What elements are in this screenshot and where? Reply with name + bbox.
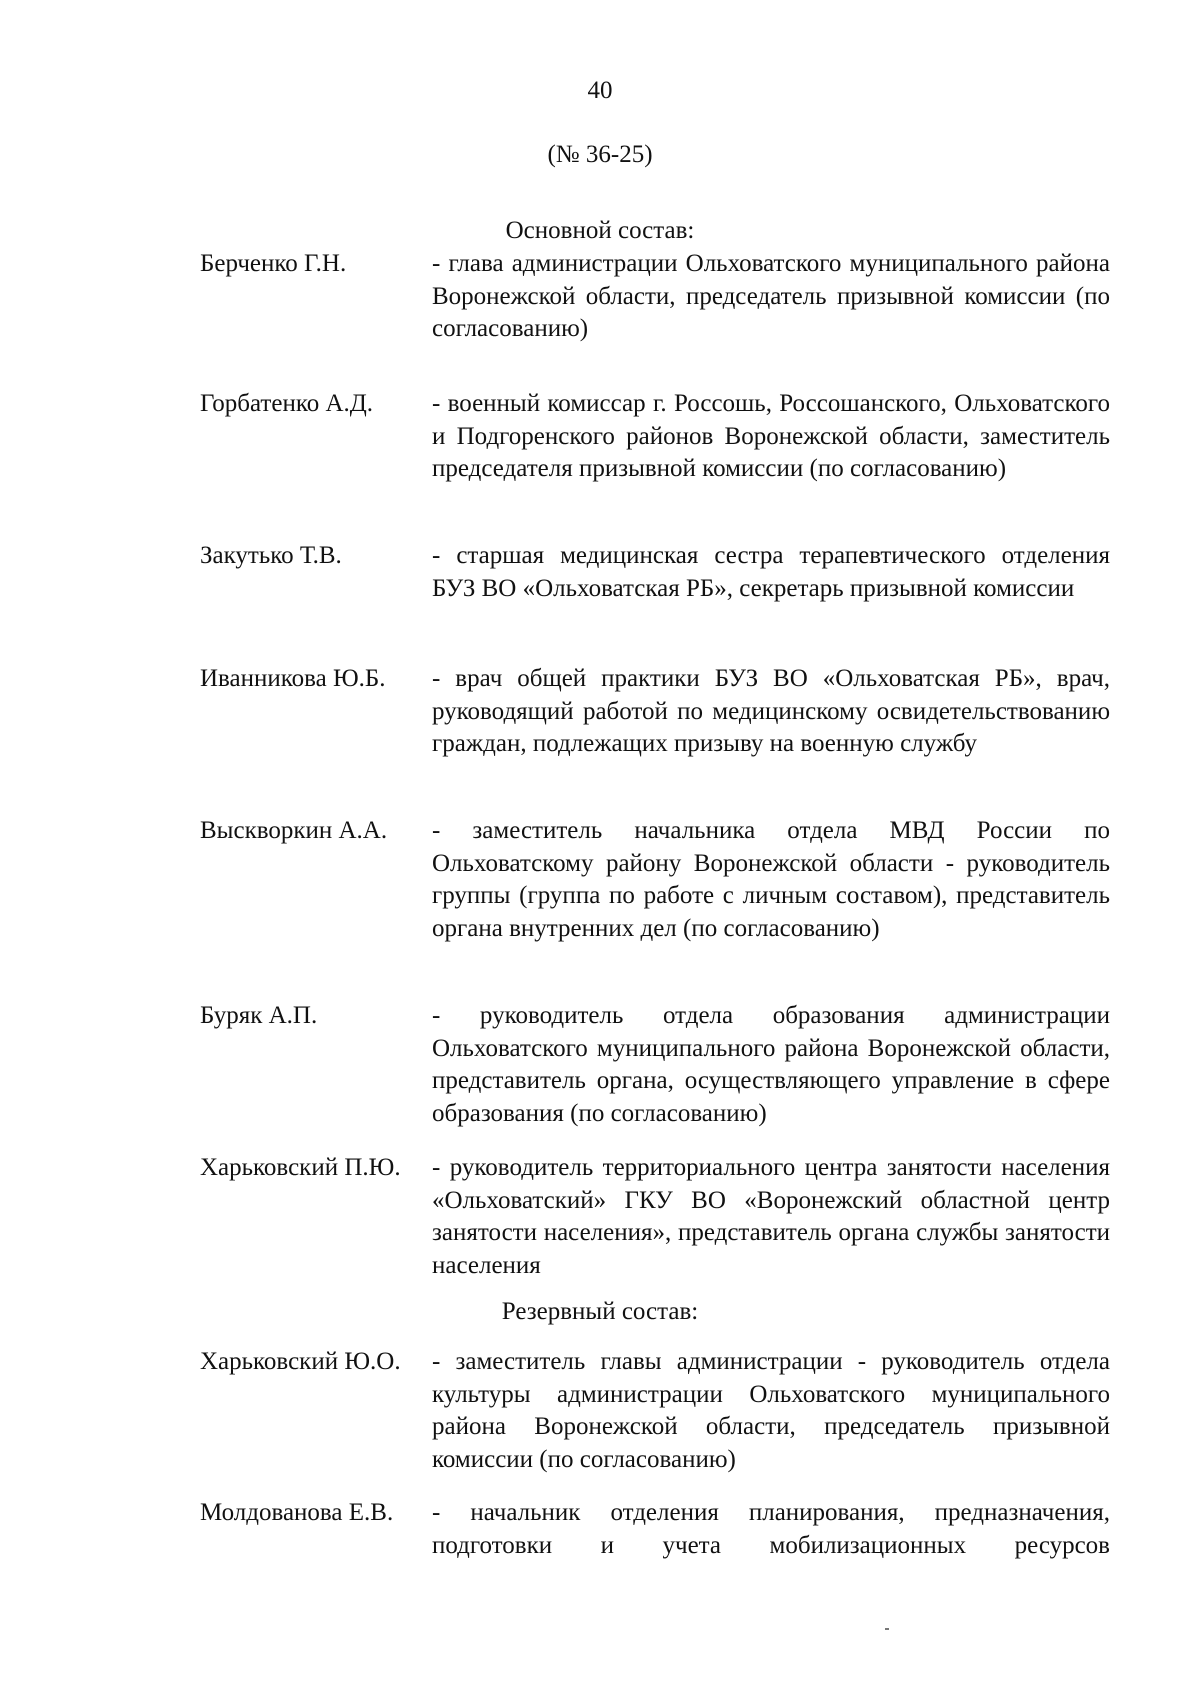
member-name: Харьковский Ю.О. <box>200 1348 401 1375</box>
member-description: - врач общей практики БУЗ ВО «Ольховатская РБ», врач, руководящий работой по медицинскому освидетельствованию граждан, подлежащих призыву на военную службу <box>432 665 1110 757</box>
member-name: Харьковский П.Ю. <box>200 1154 401 1181</box>
member-description: - глава администрации Ольховатского муниципального района Воронежской области, председатель призывной комиссии (по согласованию) <box>432 250 1110 342</box>
member-name: Горбатенко А.Д. <box>200 390 374 417</box>
member-name: Молдованова Е.В. <box>200 1499 394 1526</box>
member-name: Берченко Г.Н. <box>200 250 347 277</box>
member-description: - военный комиссар г. Россошь, Россошанского, Ольховатского и Подгоренского районов Воронежской области, заместитель председателя призывной комиссии (по согласованию) <box>432 390 1110 482</box>
member-name: Закутько Т.В. <box>200 542 342 569</box>
member-name: Буряк А.П. <box>200 1002 318 1029</box>
document-number: (№ 36-25) <box>547 141 653 168</box>
member-description: - руководитель территориального центра занятости населения «Ольховатский» ГКУ ВО «Воронежский областной центр занятости населения», представитель органа службы занятости населения <box>432 1154 1110 1279</box>
member-description: - заместитель начальника отдела МВД России по Ольховатскому району Воронежской области - руководитель группы (группа по работе с личным составом), представитель органа внутренних дел (по согласованию) <box>432 817 1110 942</box>
section-heading-reserve: Резервный состав: <box>501 1298 699 1325</box>
member-description: - руководитель отдела образования администрации Ольховатского муниципального района Воронежской области, представитель органа, осуществляющего управление в сфере образования (по согласованию) <box>432 1002 1110 1127</box>
member-name: Выскворкин А.А. <box>200 817 388 844</box>
section-heading-main: Основной состав: <box>505 217 695 244</box>
member-description: - заместитель главы администрации - руководитель отдела культуры администрации Ольховатского муниципального района Воронежской области, председатель призывной комиссии (по согласованию) <box>432 1348 1110 1473</box>
member-name: Иванникова Ю.Б. <box>200 665 386 692</box>
page-number: 40 <box>587 77 613 104</box>
member-description: - старшая медицинская сестра терапевтического отделения БУЗ ВО «Ольховатская РБ», секретарь призывной комиссии <box>432 542 1110 602</box>
member-description: - начальник отделения планирования, предназначения, подготовки и учета мобилизационных ресурсов <box>432 1499 1110 1559</box>
scan-mark <box>885 1628 889 1630</box>
